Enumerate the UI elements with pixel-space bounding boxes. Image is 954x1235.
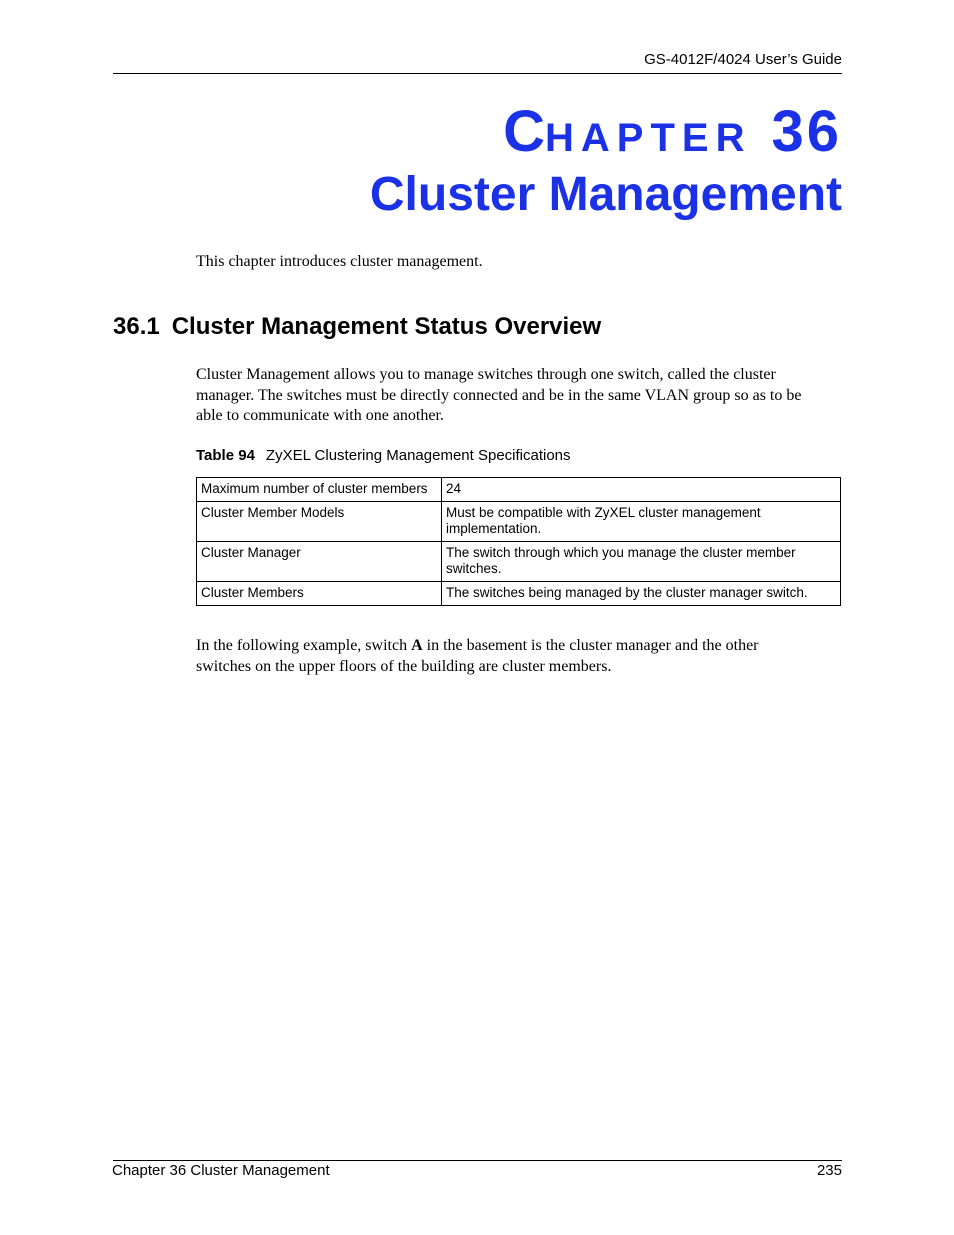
table-caption <box>196 446 571 465</box>
example-text-after: in the basement is the cluster manager and the other <box>422 637 759 654</box>
paragraph-line: Cluster Management allows you to manage switches through one switch, called the cluster <box>196 366 776 383</box>
table-cell-label: Cluster Member Models <box>197 502 442 542</box>
chapter-label-initial: C <box>503 99 546 164</box>
table-cell-value: The switches being managed by the cluster manager switch. <box>442 582 841 606</box>
table-caption-title: ZyXEL Clustering Management Specifications <box>265 447 571 464</box>
paragraph-line <box>196 636 846 657</box>
table-cell-value: The switch through which you manage the cluster member switches. <box>442 542 841 582</box>
section-number: 36.1 <box>113 313 160 340</box>
table-cell-label: Cluster Manager <box>197 542 442 582</box>
table-cell-label: Cluster Members <box>197 582 442 606</box>
section-paragraph <box>196 365 846 427</box>
chapter-intro: This chapter introduces cluster management. <box>196 253 483 270</box>
table-row <box>197 478 841 502</box>
section-heading <box>113 312 601 342</box>
switch-a-label: A <box>411 637 423 654</box>
table-cell-value: 24 <box>442 478 841 502</box>
spec-table <box>196 477 841 606</box>
table-row <box>197 582 841 606</box>
table-row <box>197 502 841 542</box>
paragraph-line: able to communicate with one another. <box>196 407 444 424</box>
table-caption-number: Table 94 <box>196 447 255 464</box>
example-text-before: In the following example, switch <box>196 637 412 654</box>
chapter-label-rest: HAPTER <box>545 116 752 160</box>
running-header: GS-4012F/4024 User’s Guide <box>644 51 842 68</box>
table-row <box>197 542 841 582</box>
section-title: Cluster Management Status Overview <box>171 313 602 340</box>
chapter-title: Cluster Management <box>369 168 842 221</box>
footer-chapter-ref: Chapter 36 Cluster Management <box>112 1162 330 1179</box>
chapter-number: 36 <box>771 99 842 164</box>
chapter-label <box>503 101 842 163</box>
example-paragraph <box>196 636 846 677</box>
table-cell-value: Must be compatible with ZyXEL cluster management implementation. <box>442 502 841 542</box>
page-number: 235 <box>816 1162 842 1179</box>
header-rule <box>113 73 842 74</box>
paragraph-line: switches on the upper floors of the building are cluster members. <box>196 657 612 675</box>
paragraph-line: manager. The switches must be directly connected and be in the same VLAN group so as to be <box>196 386 802 404</box>
table-cell-label: Maximum number of cluster members <box>197 478 442 502</box>
footer-rule <box>113 1160 842 1161</box>
